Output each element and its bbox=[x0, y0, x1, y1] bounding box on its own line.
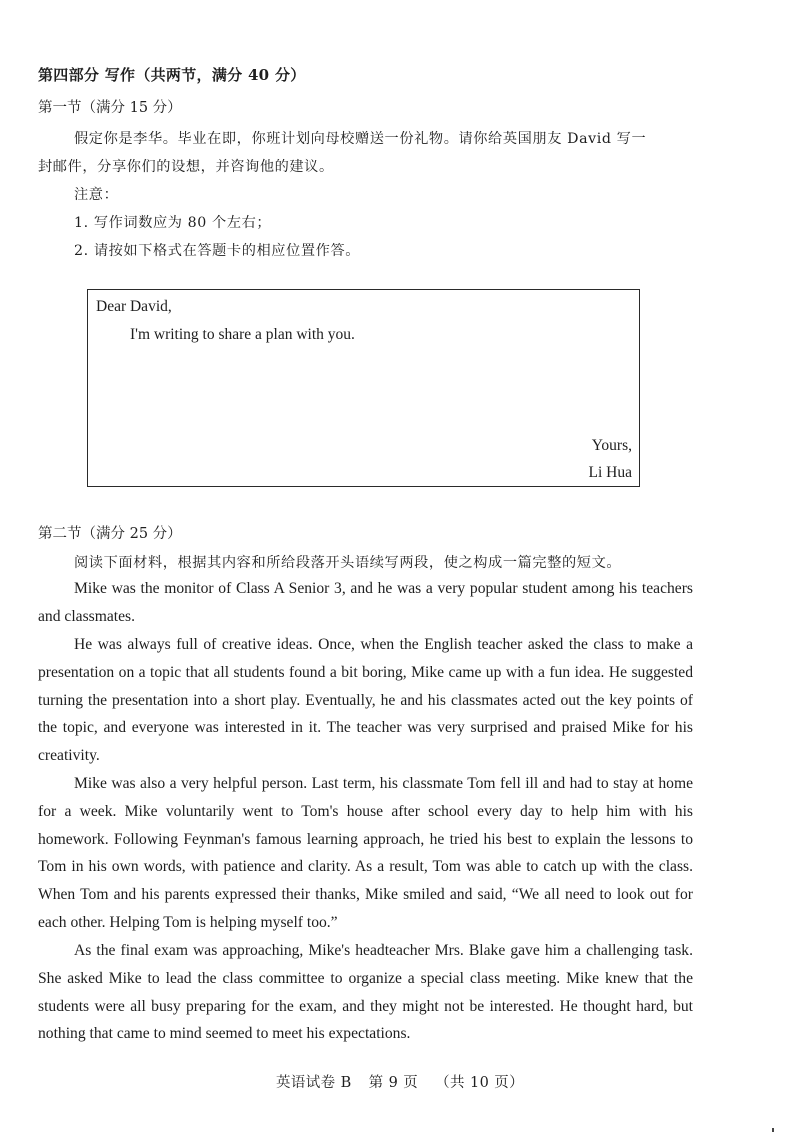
note-1: 1. 写作词数应为 80 个左右； bbox=[74, 215, 272, 231]
section2-title: 第二节（满分 25 分） bbox=[38, 526, 182, 542]
notes-label: 注意： bbox=[74, 187, 119, 203]
letter-format-box bbox=[87, 289, 640, 487]
page-footer bbox=[0, 1071, 800, 1092]
section1-prompt-line2: 封邮件，分享你们的设想，并咨询他的建议。 bbox=[38, 159, 334, 175]
letter-salutation: Dear David, bbox=[96, 298, 172, 315]
story-paragraph-1: Mike was the monitor of Class A Senior 3, and he was a very popular student among his teachers and classmates. bbox=[38, 580, 693, 625]
story-paragraph-4: As the final exam was approaching, Mike's headteacher Mrs. Blake gave him a challenging task. She asked Mike to lead the class committee to organize a special class meeting. Mike knew that the students were all busy preparing for the exam, and they might not be interested. He thought hard, but nothing that came to mind seemed to meet his expectations. bbox=[38, 942, 693, 1043]
section2-instruction: 阅读下面材料，根据其内容和所给段落开头语续写两段，使之构成一篇完整的短文。 bbox=[74, 555, 622, 571]
footer-paper: 英语试卷 B bbox=[275, 1075, 352, 1091]
section1-prompt-line1: 假定你是李华。毕业在即，你班计划向母校赠送一份礼物。请你给英国朋友 David 写一 bbox=[74, 131, 647, 147]
story-paragraph-2: He was always full of creative ideas. Once, when the English teacher asked the class to make a presentation on a topic that all students found a bit boring, Mike came up with a fun idea. He suggested turning the presentation into a short play. Eventually, he and his classmates acted out the key points of the topic, and everyone was interested in it. The teacher was very surprised and praised Mike for his creativity. bbox=[38, 636, 693, 765]
part-title: 第四部分 写作（共两节，满分 40 分） bbox=[38, 66, 306, 84]
note-2: 2. 请按如下格式在答题卡的相应位置作答。 bbox=[74, 243, 361, 259]
scan-mark bbox=[772, 1128, 774, 1132]
letter-opening: I'm writing to share a plan with you. bbox=[130, 326, 355, 343]
story-paragraph-3: Mike was also a very helpful person. Last term, his classmate Tom fell ill and had to stay at home for a week. Mike voluntarily went to Tom's house after school every day to help him with his homework. Following Feynman's famous learning approach, he tried his best to explain the lessons to Tom in his own words, with patience and clarity. As a result, Tom was able to catch up with the class. When Tom and his parents expressed their thanks, Mike smiled and said, “We all need to look out for each other. Helping Tom is helping myself too.” bbox=[38, 775, 693, 931]
letter-signature: Li Hua bbox=[588, 464, 632, 481]
footer-page: 第 9 页 bbox=[368, 1075, 419, 1091]
letter-closing: Yours, bbox=[591, 437, 632, 454]
section1-title: 第一节（满分 15 分） bbox=[38, 100, 182, 116]
footer-total: （共 10 页） bbox=[435, 1075, 525, 1091]
